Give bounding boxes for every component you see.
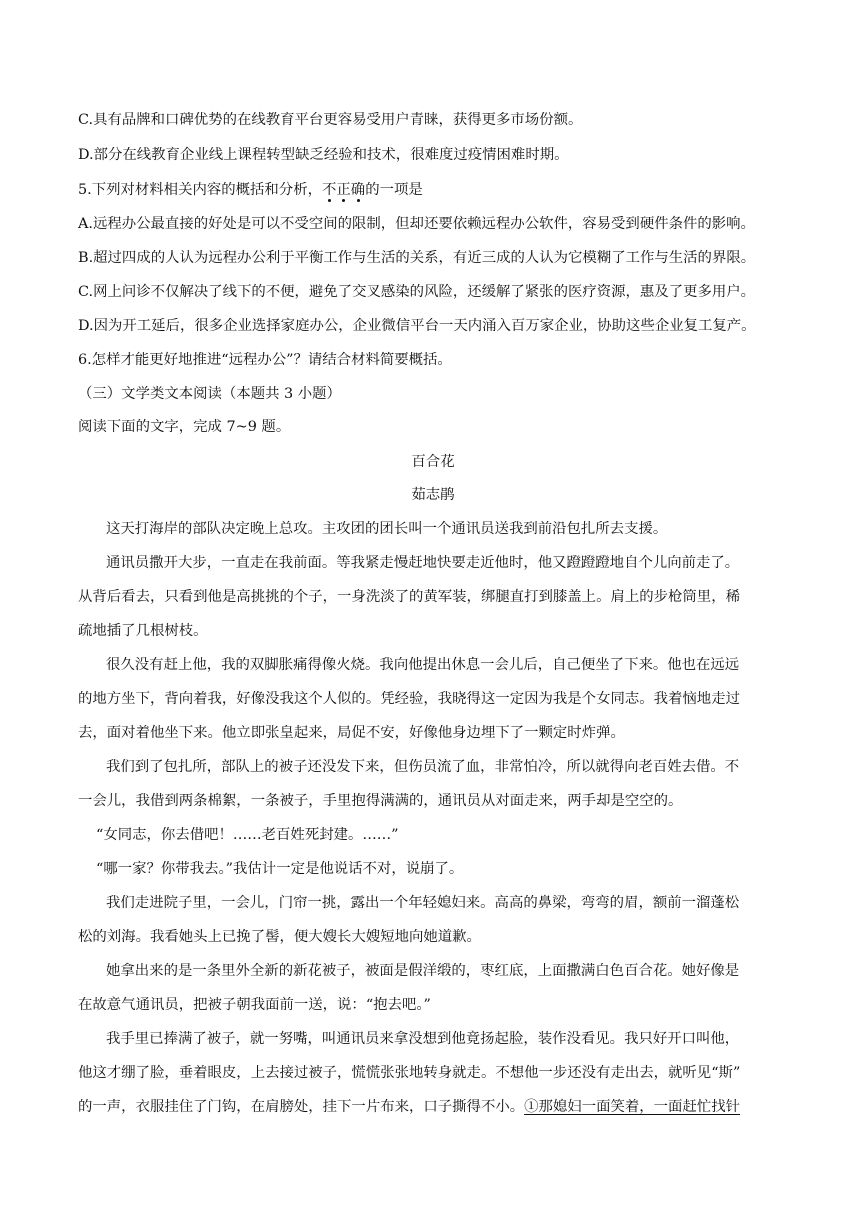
story-line: 我手里已捧满了被子，就一努嘴，叫通讯员来拿没想到他竟扬起脸，装作没看见。我只好开口叫他， [106, 1031, 740, 1047]
story-line: 这天打海岸的部队决定晚上总攻。主攻团的团长叫一个通讯员送我到前沿包扎所去支援。 [106, 521, 668, 537]
question-5 [78, 180, 788, 200]
question-5-emphasis: 不正确 [321, 182, 366, 198]
question-5-prefix: 5.下列对材料相关内容的概括和分析， [78, 182, 322, 198]
story-author: 茹志鹃 [411, 487, 455, 503]
story-line: 去，面对着他坐下来。他立即张皇起来，局促不安，好像他身边埋下了一颗定时炸弹。 [78, 725, 625, 741]
story-line: 她拿出来的是一条里外全新的新花被子，被面是假洋缎的，枣红底，上面撒满白色百合花。她好像是 [106, 963, 740, 979]
story-line: “女同志，你去借吧！……老百姓死封建。……” [96, 827, 399, 843]
story-line: 一会儿，我借到两条棉絮，一条被子，手里抱得满满的，通讯员从对面走来，两手却是空空的。 [78, 793, 683, 809]
story-line-text: 的一声，衣服挂住了门钩，在肩膀处，挂下一片布来，口子撕得不小。 [78, 1099, 525, 1115]
q5-option-d: D.因为开工延后，很多企业选择家庭办公，企业微信平台一天内涌入百万家企业，协助这些企业复工复产。 [78, 318, 756, 334]
q5-option-c: C.网上问诊不仅解决了线下的不便，避免了交叉感染的风险，还缓解了紧张的医疗资源，惠及了更多用户。 [78, 284, 756, 300]
q5-option-b: B.超过四成的人认为远程办公利于平衡工作与生活的关系，有近三成的人认为它模糊了工作与生活的界限。 [78, 250, 756, 266]
option-d: D.部分在线教育企业线上课程转型缺乏经验和技术，很难度过疫情困难时期。 [78, 147, 569, 163]
story-line: 的地方坐下，背向着我，好像没我这个人似的。凭经验，我晓得这一定因为我是个女同志。我着恼地走过 [78, 691, 740, 707]
story-line-last [78, 1097, 788, 1117]
q5-option-a: A.远程办公最直接的好处是可以不受空间的限制，但却还要依赖远程办公软件，容易受到硬件条件的影响。 [78, 216, 755, 232]
story-line: 很久没有赶上他，我的双脚胀痛得像火烧。我向他提出休息一会儿后，自己便坐了下来。他也在远远 [106, 657, 740, 673]
story-line: “哪一家？你带我去。”我估计一定是他说话不对，说崩了。 [96, 861, 464, 877]
underlined-sentence: ①那媳妇一面笑着，一面赶忙找针 [524, 1099, 740, 1115]
section-heading: （三）文学类文本阅读（本题共 3 小题） [78, 386, 341, 402]
story-line: 他这才绷了脸，垂着眼皮，上去接过被子，慌慌张张地转身就走。不想他一步还没有走出去，就听见“斯” [78, 1065, 741, 1081]
question-5-suffix: 的一项是 [365, 182, 423, 198]
story-title: 百合花 [411, 454, 455, 470]
story-line: 我们到了包扎所，部队上的被子还没发下来，但伤员流了血，非常怕冷，所以就得向老百姓去借。不 [106, 759, 740, 775]
story-line: 疏地插了几根树枝。 [78, 623, 208, 639]
story-line: 我们走进院子里，一会儿，门帘一挑，露出一个年轻媳妇来。高高的鼻梁，弯弯的眉，额前一溜蓬松 [106, 895, 740, 911]
story-line: 通讯员撒开大步，一直走在我前面。等我紧走慢赶地快要走近他时，他又蹬蹬蹬地自个儿向前走了。 [106, 555, 740, 571]
question-6: 6.怎样才能更好地推进“远程办公”？请结合材料简要概括。 [78, 352, 452, 368]
story-line: 从背后看去，只看到他是高挑挑的个子，一身洗淡了的黄军装，绑腿直打到膝盖上。肩上的步枪筒里，稀 [78, 589, 740, 605]
reading-instruction: 阅读下面的文字，完成 7~9 题。 [78, 419, 291, 435]
story-line: 松的刘海。我看她头上已挽了髻，便大嫂长大嫂短地向她道歉。 [78, 929, 481, 945]
option-c: C.具有品牌和口碑优势的在线教育平台更容易受用户青睐，获得更多市场份额。 [78, 112, 583, 128]
story-line: 在故意气通讯员，把被子朝我面前一送，说：“抱去吧。” [78, 997, 431, 1013]
